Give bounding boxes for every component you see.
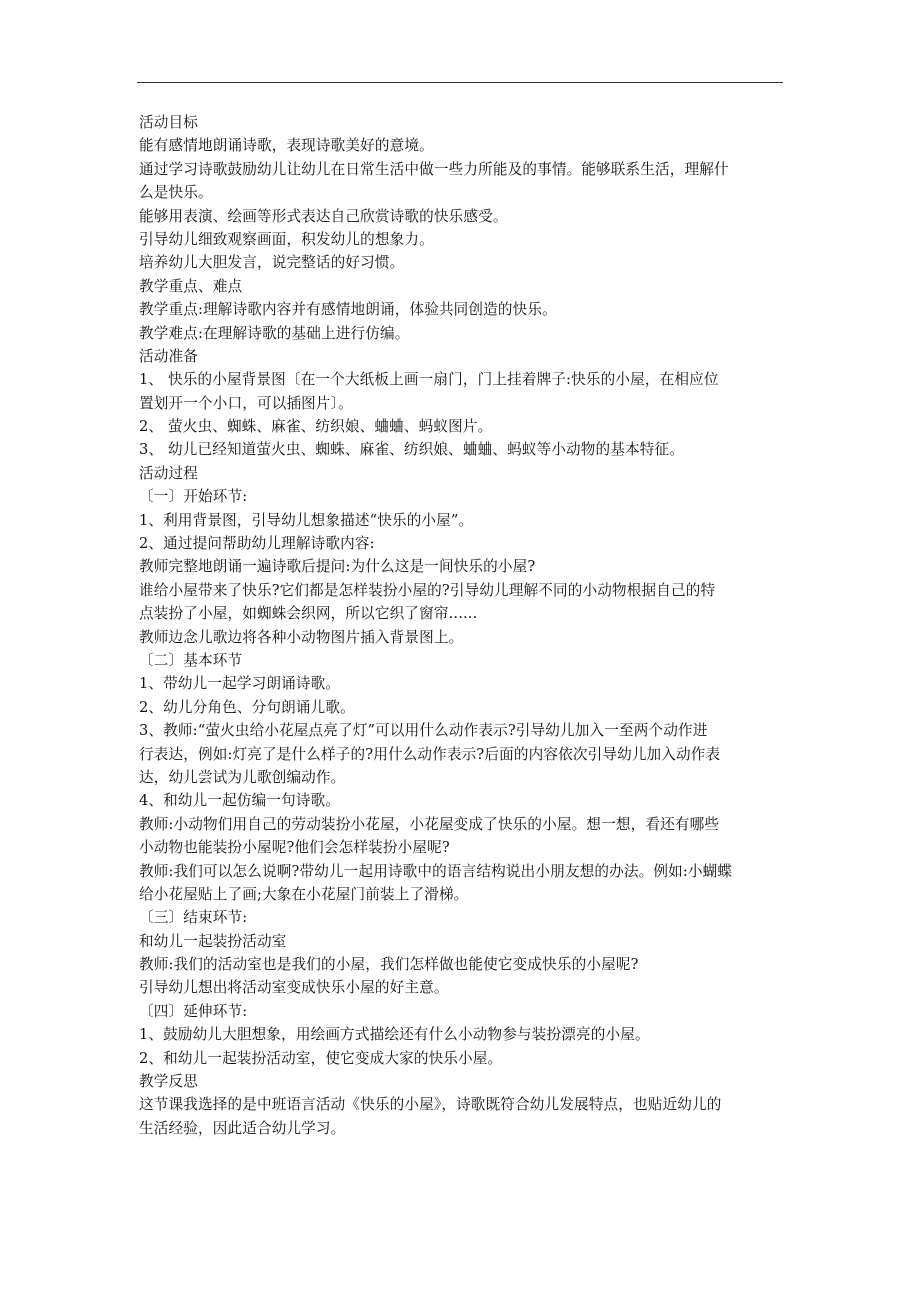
text-line: 生活经验，因此适合幼儿学习。: [139, 1119, 346, 1137]
text-line: 1、利用背景图，引导幼儿想象描述“快乐的小屋”。: [139, 511, 474, 529]
text-line: 1、带幼儿一起学习朗诵诗歌。: [139, 675, 341, 693]
text-line: 能有感情地朗诵诗歌，表现诗歌美好的意境。: [139, 137, 434, 155]
text-line: 教学难点:在理解诗歌的基础上进行仿编。: [139, 324, 410, 342]
text-line: 〔三〕结束环节:: [139, 909, 248, 927]
text-line: 小动物也能装扮小屋呢?他们会怎样装扮小屋呢?: [139, 839, 450, 857]
text-line: 引导幼儿想出将活动室变成快乐小屋的好主意。: [139, 979, 449, 997]
text-line: 2、和幼儿一起装扮活动室，使它变成大家的快乐小屋。: [139, 1049, 503, 1067]
text-line: 〔二〕基本环节: [139, 651, 243, 669]
text-line: 4、和幼儿一起仿编一句诗歌。: [139, 792, 341, 810]
text-line: 教师:我们的活动室也是我们的小屋，我们怎样做也能使它变成快乐的小屋呢?: [139, 956, 639, 974]
text-line: 〔一〕开始环节:: [139, 488, 248, 506]
text-line: 3、教师:“萤火虫给小花屋点亮了灯”可以用什么动作表示?引导幼儿加入一至两个动作进: [139, 722, 708, 740]
text-line: 教学反思: [139, 1073, 198, 1091]
text-line: 教师完整地朗诵一遍诗歌后提问:为什么这是一间快乐的小屋?: [139, 558, 536, 576]
header-rule: [137, 82, 783, 83]
text-line: 行表达，例如:灯亮了是什么样子的?用什么动作表示?后面的内容依次引导幼儿加入动作表: [139, 745, 721, 763]
text-line: 教学重点:理解诗歌内容并有感情地朗诵，体验共同创造的快乐。: [139, 301, 557, 319]
text-line: 给小花屋贴上了画;大象在小花屋门前装上了滑梯。: [139, 885, 469, 903]
text-line: 培养幼儿大胆发言，说完整话的好习惯。: [139, 254, 405, 272]
text-line: 引导幼儿细致观察画面，积发幼儿的想象力。: [139, 230, 434, 248]
text-line: 活动目标: [139, 114, 198, 131]
text-line: 教师:我们可以怎么说啊?带幼儿一起用诗歌中的语言结构说出小朋友想的办法。例如:小蝴蝶: [139, 862, 733, 880]
text-line: 和幼儿一起装扮活动室: [139, 932, 287, 950]
text-line: 教学重点、难点: [139, 277, 243, 295]
text-line: 达，幼儿尝试为儿歌创编动作。: [139, 768, 346, 786]
text-line: 3、 幼儿已经知道萤火虫、蜘蛛、麻雀、纺织娘、蛐蛐、蚂蚁等小动物的基本特征。: [139, 441, 685, 459]
text-line: 教师:小动物们用自己的劳动装扮小花屋，小花屋变成了快乐的小屋。想一想，看还有哪些: [139, 815, 720, 833]
text-line: 活动过程: [139, 464, 198, 482]
text-line: 2、通过提问帮助幼儿理解诗歌内容:: [139, 535, 375, 553]
text-line: 2、 萤火虫、蜘蛛、麻雀、纺织娘、蛐蛐、蚂蚁图片。: [139, 418, 493, 436]
text-line: 置划开一个小口，可以插图片〕。: [139, 394, 353, 412]
text-line: 么是快乐。: [139, 184, 213, 202]
text-line: 能够用表演、绘画等形式表达自己欣赏诗歌的快乐感受。: [139, 207, 508, 225]
document-body: [139, 111, 789, 1140]
text-line: 活动准备: [139, 347, 198, 365]
text-line: 〔四〕延伸环节:: [139, 1002, 248, 1020]
text-line: 1、鼓励幼儿大胆想象，用绘画方式描绘还有什么小动物参与装扮漂亮的小屋。: [139, 1026, 650, 1044]
text-line: 这节课我选择的是中班语言活动《快乐的小屋》，诗歌既符合幼儿发展特点，也贴近幼儿的: [139, 1096, 722, 1114]
text-line: 点装扮了小屋，如蜘蛛会织网，所以它织了窗帘......: [139, 605, 478, 623]
text-line: 谁给小屋带来了快乐?它们都是怎样装扮小屋的?引导幼儿理解不同的小动物根据自己的特: [139, 581, 716, 599]
text-line: 1、 快乐的小屋背景图〔在一个大纸板上画一扇门，门上挂着牌子:快乐的小屋，在相应位: [139, 371, 719, 389]
text-line: 通过学习诗歌鼓励幼儿让幼儿在日常生活中做一些力所能及的事情。能够联系生活，理解什: [139, 160, 729, 178]
text-line: 教师边念儿歌边将各种小动物图片插入背景图上。: [139, 628, 464, 646]
text-line: 2、幼儿分角色、分句朗诵儿歌。: [139, 698, 355, 716]
